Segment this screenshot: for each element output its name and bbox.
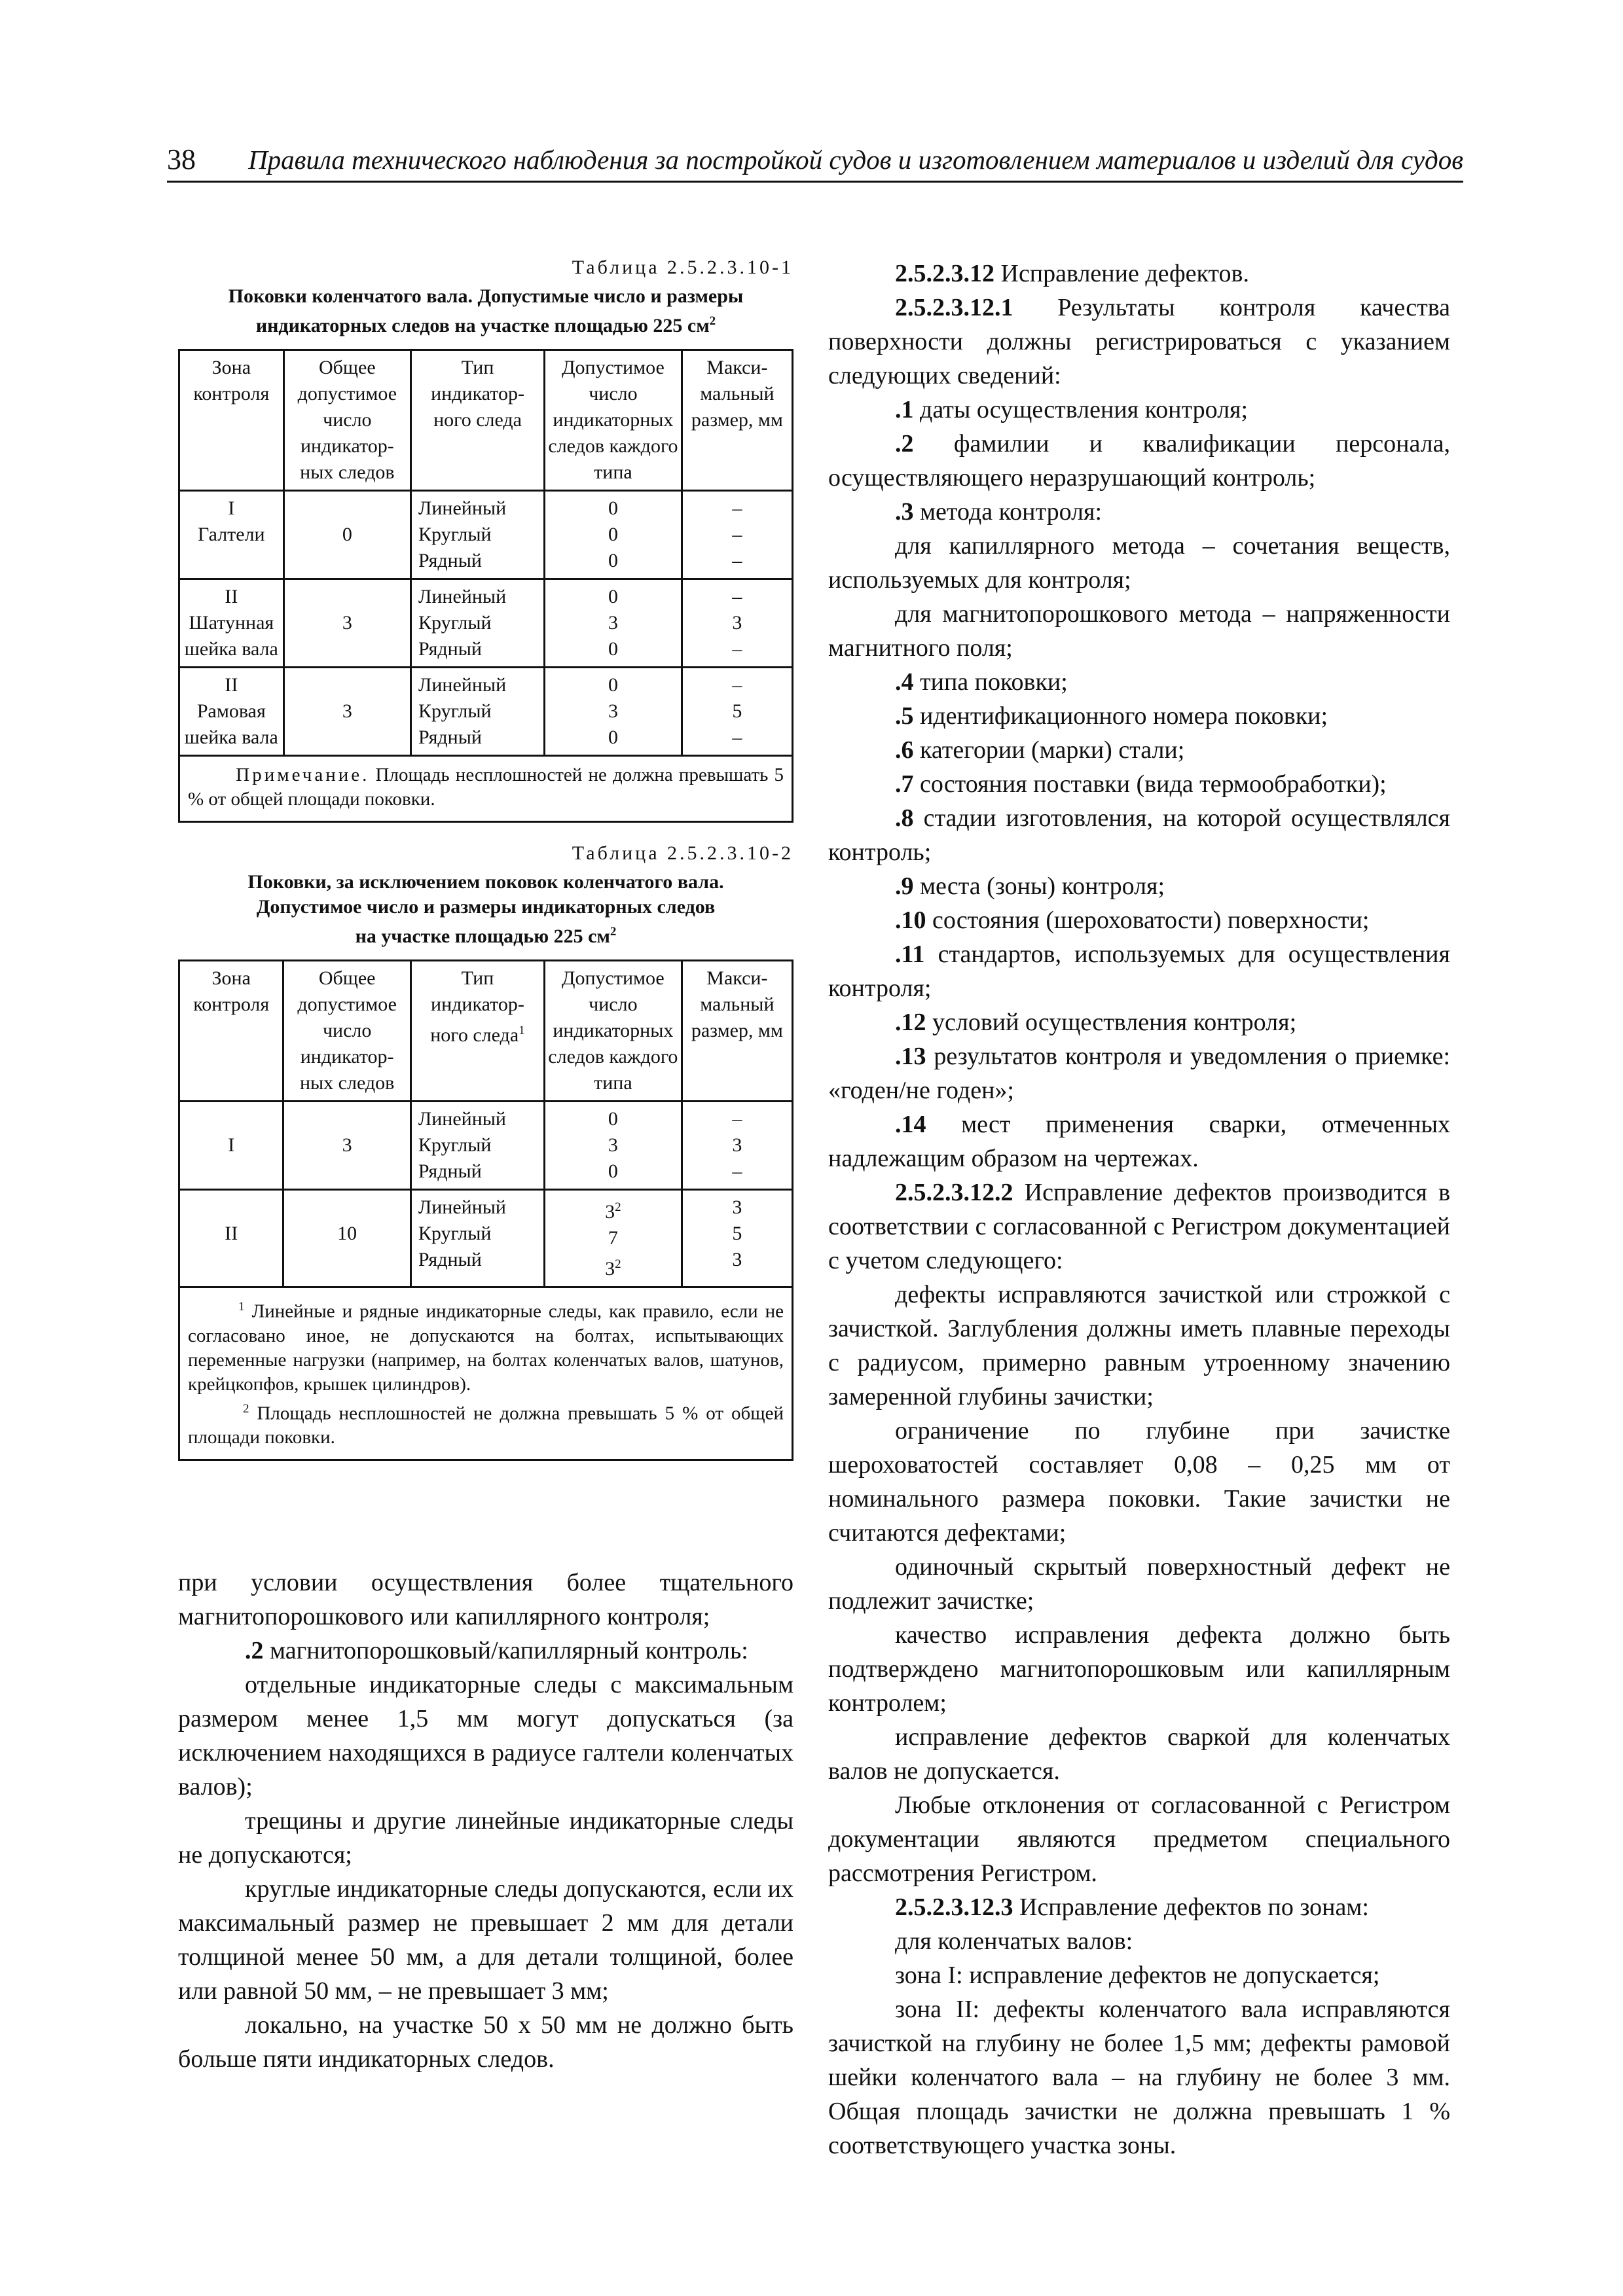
list-item: .4 типа поковки; [895,668,1068,696]
paragraph: для капиллярного метода – сочетания веществ, используемых для контроля; [828,532,1450,594]
allowed-cell: 0 3 0 [545,1102,682,1190]
paragraph: при условии осуществления более тщательного магнитопорошкового или капиллярного контроля; [178,1569,793,1631]
allowed-cell: 0 3 0 [545,579,682,668]
list-item: .2 фамилии и квалификации персонала, осуществляющего неразрушающий контроль; [828,430,1450,492]
paragraph: локально, на участке 50 х 50 мм не должно быть больше пяти индикаторных следов. [178,2011,793,2073]
allowed-cell: 0 3 0 [545,668,682,756]
list-item: .9 места (зоны) контроля; [895,872,1165,900]
total-cell: 10 [283,1190,410,1287]
total-cell: 3 [283,1102,410,1190]
max-cell: – 5 – [682,668,792,756]
table2-header-cell: Допустимое число индикаторных следов каждого типа [545,961,682,1102]
list-item: .12 условий осуществления контроля; [895,1009,1297,1036]
max-cell: 3 5 3 [682,1190,792,1287]
list-item: .10 состояния (шероховатости) поверхности; [895,906,1370,934]
zone-cell: I Галтели [179,491,284,579]
table1-header-cell: Зона контроля [179,350,284,491]
list-item: .6 категории (марки) стали; [895,736,1185,764]
table1-note: Примечание. Площадь несплошностей не должна превышать 5 % от общей площади поковки. [179,756,793,822]
section-heading: 2.5.2.3.12 Исправление дефектов. [895,260,1249,287]
table1-header-cell: Допустимое число индикаторных следов каждого типа [545,350,682,491]
table-row [179,1190,793,1287]
left-column [178,257,793,2076]
total-cell: 3 [283,668,410,756]
table1-note-row [179,756,793,822]
table1-header-row [179,350,793,491]
list-item: .8 стадии изготовления, на которой осуществлялся контроль; [828,804,1450,866]
type-cell: Линейный Круглый Рядный [410,1190,544,1287]
table1-caption: Таблица 2.5.2.3.10-1 [572,257,793,278]
list-item: .7 состояния поставки (вида термообработки); [895,770,1387,798]
allowed-cell: $3^2$ 7 $3^2$ [545,1190,682,1287]
table2-footnotes: $^1$ Линейные и рядные индикаторные следы, как правило, если не согласовано иное, не допускаются на болтах, испытывающих переменные нагрузки (например, на болтах коленчатых валов, шатунов, крейцкопфов, крышек цилиндров). $^2$ Площадь несплошностей не должна превышать 5 % от общей площади поковки. [179,1287,793,1460]
paragraph: 2.5.2.3.12.3 Исправление дефектов по зонам: [895,1893,1369,1921]
type-cell: Линейный Круглый Рядный [411,579,545,668]
table-row [179,491,793,579]
paragraph: качество исправления дефекта должно быть подтверждено магнитопорошковым или капиллярным контролем; [828,1621,1450,1717]
list-item: .14 мест применения сварки, отмеченных надлежащим образом на чертежах. [828,1111,1450,1172]
header-title: Правила технического наблюдения за постройкой судов и изготовлением материалов и изделий для судов [248,145,1463,175]
table2-header-cell: Общее допустимое число индикатор-ных следов [283,961,410,1102]
list-item: .11 стандартов, используемых для осуществления контроля; [828,941,1450,1002]
type-cell: Линейный Круглый Рядный [410,1102,544,1190]
paragraph: трещины и другие линейные индикаторные следы не допускаются; [178,1807,793,1869]
page-number: 38 [167,143,196,175]
max-cell: – 3 – [682,579,792,668]
paragraph: зона I: исправление дефектов не допускается; [895,1962,1380,1989]
paragraph: для коленчатых валов: [895,1928,1133,1955]
list-item: .3 метода контроля: [895,498,1103,526]
table2-caption: Таблица 2.5.2.3.10-2 [572,842,793,864]
table-row [179,579,793,668]
paragraph: зона II: дефекты коленчатого вала исправляются зачисткой на глубину не более 1,5 мм; дефекты рамовой шейки коленчатого вала – на глубину не более 3 мм. Общая площадь зачистки не должна превышать 1 % соответствующего участка зоны. [828,1996,1450,2159]
paragraph: Любые отклонения от согласованной с Регистром документации являются предметом специального рассмотрения Регистром. [828,1791,1450,1887]
allowed-cell: 0 0 0 [545,491,682,579]
table1 [178,349,793,823]
paragraph: .2 магнитопорошковый/капиллярный контроль: [245,1637,748,1665]
max-cell: – 3 – [682,1102,792,1190]
type-cell: Линейный Круглый Рядный [411,491,545,579]
paragraph: исправление дефектов сваркой для коленчатых валов не допускается. [828,1723,1450,1785]
max-cell: – – – [682,491,792,579]
paragraph: отдельные индикаторные следы с максимальным размером менее 1,5 мм могут допускаться (за исключением находящихся в радиусе галтели коленчатых валов); [178,1671,793,1801]
paragraph: круглые индикаторные следы допускаются, если их максимальный размер не превышает 2 мм для детали толщиной менее 50 мм, а для детали толщиной, более или равной 50 мм, – не превышает 3 мм; [178,1875,793,2005]
table2-header-cell: Зона контроля [179,961,283,1102]
table2-title: Поковки, за исключением поковок коленчатого вала. Допустимое число и размеры индикаторных следов на участке площадью 225 $см^2$ [247,871,724,947]
zone-cell: II Шатунная шейка вала [179,579,284,668]
zone-cell: I [179,1102,283,1190]
paragraph: 2.5.2.3.12.2 Исправление дефектов производится в соответствии с согласованной с Регистром документацией с учетом следующего: [828,1179,1451,1274]
header-rule [167,181,1463,183]
table-row [179,668,793,756]
table2 [178,960,793,1461]
table1-header-cell: Общее допустимое число индикатор-ных следов [283,350,410,491]
paragraph: 2.5.2.3.12.1 Результаты контроля качества поверхности должны регистрироваться с указанием следующих сведений: [828,294,1450,389]
list-item: .5 идентификационного номера поковки; [895,702,1328,730]
type-cell: Линейный Круглый Рядный [411,668,545,756]
list-item: .13 результатов контроля и уведомления о приемке: «годен/не годен»; [828,1043,1450,1104]
running-header [167,143,1463,182]
table1-header-cell: Макси-мальный размер, мм [682,350,792,491]
zone-cell: II Рамовая шейка вала [179,668,284,756]
paragraph: одиночный скрытый поверхностный дефект не подлежит зачистке; [828,1553,1450,1615]
table2-header-row [179,961,793,1102]
zone-cell: II [179,1190,283,1287]
table1-header-cell: Тип индикатор-ного следа [411,350,545,491]
table2-header-cell: Тип индикатор-ного следа$^1$ [410,961,544,1102]
table-row [179,1102,793,1190]
total-cell: 3 [283,579,410,668]
list-item: .1 даты осуществления контроля; [895,396,1249,423]
paragraph: дефекты исправляются зачисткой или строжкой с зачисткой. Заглубления должны иметь плавные переходы с радиусом, примерно равным утроенному значению замеренной глубины зачистки; [828,1281,1450,1410]
table2-header-cell: Макси-мальный размер, мм [682,961,792,1102]
left-body-text [178,1566,793,2076]
right-column [828,257,1450,2162]
paragraph: ограничение по глубине при зачистке шероховатостей составляет 0,08 – 0,25 мм от номинального размера поковки. Такие зачистки не считаются дефектами; [828,1417,1450,1547]
total-cell: 0 [283,491,410,579]
table2-footnote-row [179,1287,793,1460]
paragraph: для магнитопорошкового метода – напряженности магнитного поля; [828,600,1450,662]
table1-title: Поковки коленчатого вала. Допустимые число и размеры индикаторных следов на участке площадью 225 $см^2$ [228,285,744,336]
